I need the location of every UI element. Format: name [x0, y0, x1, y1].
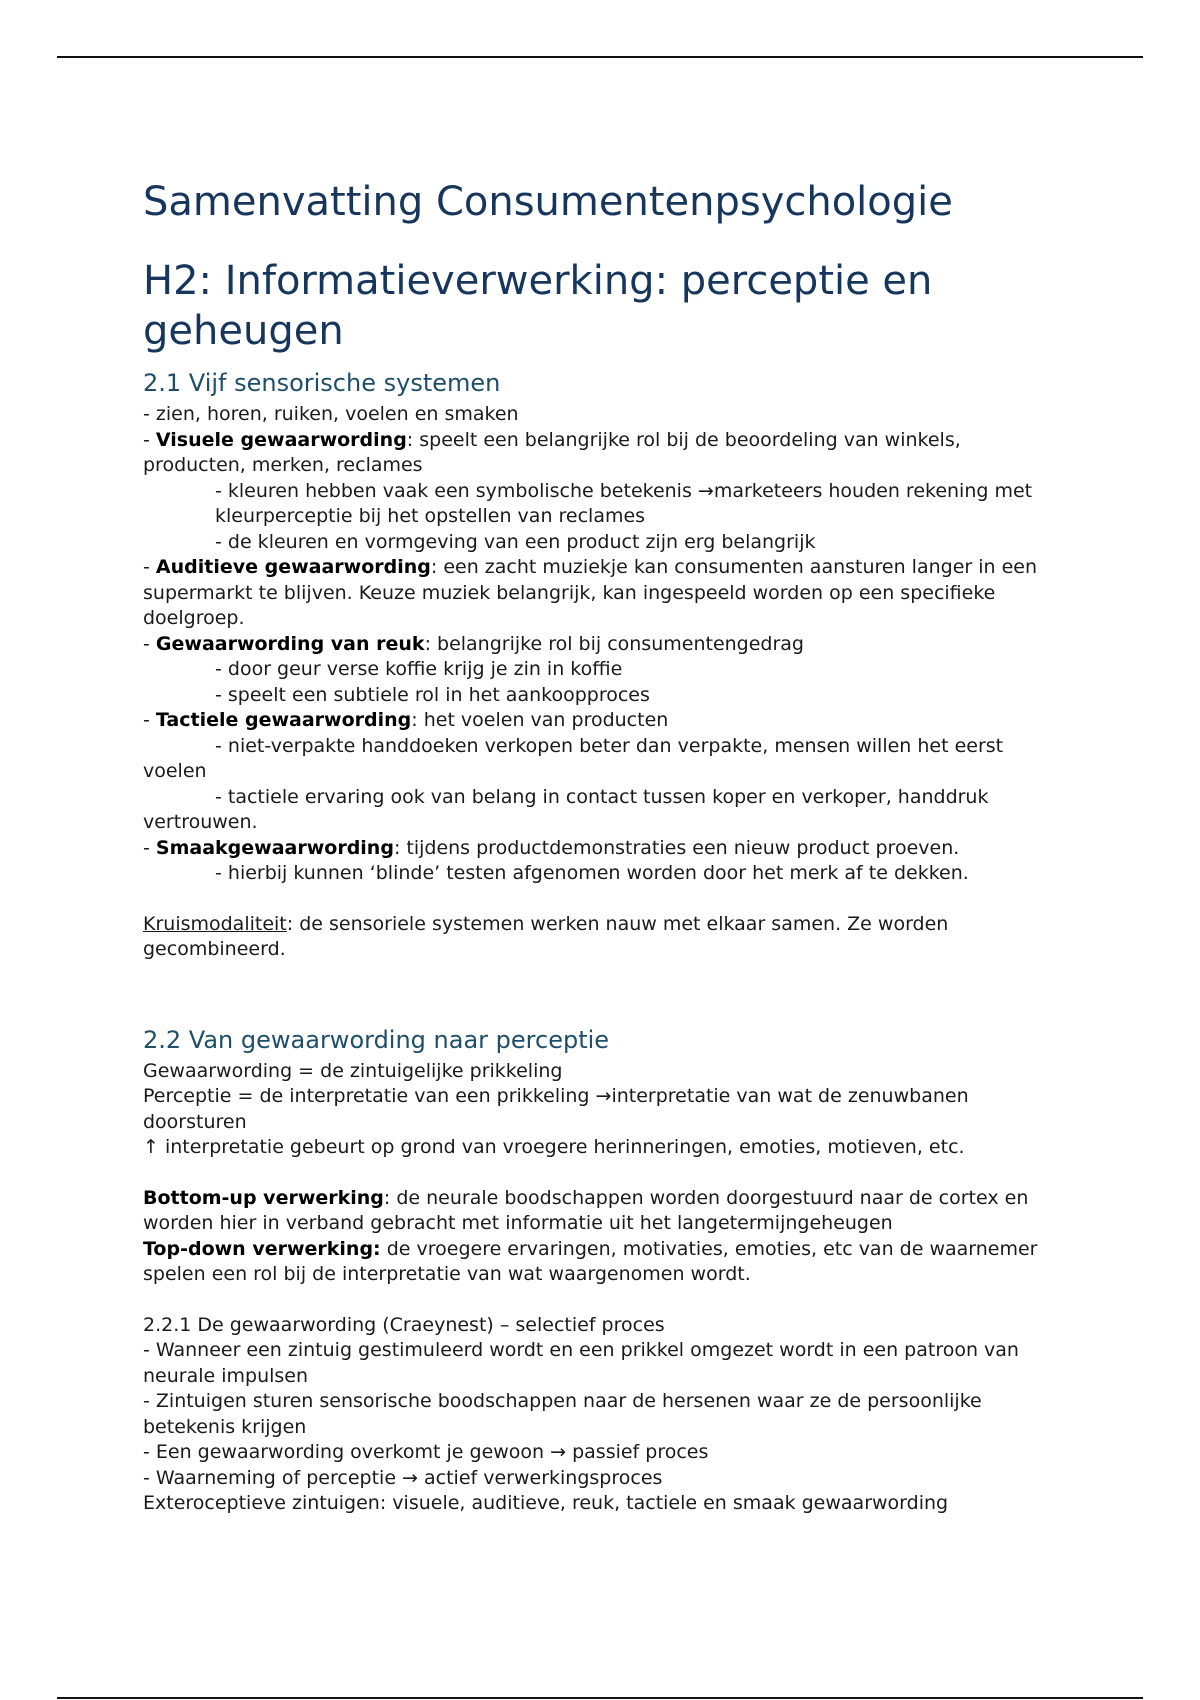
document-body	[143, 178, 1063, 1517]
paragraph: - Auditieve gewaarwording: een zacht muziekje kan consumenten aansturen langer in een supermarkt te blijven. Keuze muziek belangrijk, kan ingespeeld worden op een specifieke doelgroep.	[143, 556, 1038, 629]
sub-bullet: - door geur verse koffie krijg je zin in koffie	[215, 658, 623, 680]
section-heading-2-1: 2.1 Vijf sensorische systemen	[143, 369, 501, 397]
document-title: Samenvatting Consumentenpsychologie	[143, 179, 953, 225]
paragraph-continuation: voelen	[143, 760, 207, 782]
list-item: - Wanneer een zintuig gestimuleerd wordt en een prikkel omgezet wordt in een patroon van neurale impulsen	[143, 1339, 1019, 1387]
list-item: - Waarneming of perceptie → actief verwerkingsproces	[143, 1466, 663, 1489]
paragraph: ↑ interpretatie gebeurt op grond van vroegere herinneringen, emoties, motieven, etc.	[143, 1136, 965, 1158]
term-bold: Bottom-up verwerking	[143, 1186, 384, 1209]
paragraph: - Tactiele gewaarwording: het voelen van producten	[143, 709, 669, 731]
term-bold: Top-down verwerking:	[143, 1237, 381, 1260]
term-bold: Tactiele gewaarwording	[155, 709, 412, 731]
sub-bullet: - hierbij kunnen ‘blinde’ testen afgenomen worden door het merk af te dekken.	[215, 862, 969, 884]
sub-bullet: - speelt een subtiele rol in het aankoopproces	[215, 683, 650, 706]
section-heading-2-2: 2.2 Van gewaarwording naar perceptie	[143, 1025, 610, 1054]
paragraph: Gewaarwording = de zintuigelijke prikkeling	[143, 1059, 563, 1082]
subsection-heading-2-2-1: 2.2.1 De gewaarwording (Craeynest) – selectief proces	[143, 1313, 665, 1336]
term-bold: Auditieve gewaarwording	[155, 556, 431, 578]
paragraph: - zien, horen, ruiken, voelen en smaken	[143, 403, 519, 425]
chapter-heading: H2: Informatieverwerking: perceptie en geheugen	[143, 258, 933, 354]
page-top-rule	[57, 56, 1143, 58]
paragraph: Perceptie = de interpretatie van een prikkeling →interpretatie van wat de zenuwbanen doorsturen	[143, 1085, 969, 1133]
paragraph: Exteroceptieve zintuigen: visuele, auditieve, reuk, tactiele en smaak gewaarwording	[143, 1492, 949, 1514]
sub-bullet: - niet-verpakte handdoeken verkopen beter dan verpakte, mensen willen het eerst	[215, 734, 1004, 757]
paragraph: - Visuele gewaarwording: speelt een belangrijke rol bij de beoordeling van winkels, producten, merken, reclames	[143, 428, 961, 476]
paragraph: Top-down verwerking: de vroegere ervaringen, motivaties, emoties, etc van de waarnemer spelen een rol bij de interpretatie van wat waargenomen wordt.	[143, 1237, 1038, 1285]
list-item: - Een gewaarwording overkomt je gewoon → passief proces	[143, 1441, 709, 1463]
term-bold: Gewaarwording van reuk	[155, 632, 425, 655]
term-bold: Smaakgewaarwording	[155, 836, 394, 859]
paragraph: - Smaakgewaarwording: tijdens productdemonstraties een nieuw product proeven.	[143, 836, 960, 859]
list-item: - Zintuigen sturen sensorische boodschappen naar de hersenen waar ze de persoonlijke betekenis krijgen	[143, 1390, 982, 1438]
paragraph: - Gewaarwording van reuk: belangrijke rol bij consumentengedrag	[143, 632, 804, 655]
sub-bullet: - tactiele ervaring ook van belang in contact tussen koper en verkoper, handdruk	[215, 785, 989, 808]
page-bottom-rule	[57, 1697, 1143, 1699]
paragraph: Kruismodaliteit: de sensoriele systemen werken nauw met elkaar samen. Ze worden gecombineerd.	[143, 912, 949, 960]
paragraph-continuation: vertrouwen.	[143, 811, 258, 833]
term-underlined: Kruismodaliteit	[143, 912, 287, 935]
sub-bullet: - de kleuren en vormgeving van een product zijn erg belangrijk	[215, 530, 816, 553]
term-bold: Visuele gewaarwording	[155, 428, 407, 451]
sub-bullet: - kleuren hebben vaak een symbolische betekenis →marketeers houden rekening met kleurperceptie bij het opstellen van reclames	[215, 479, 1033, 527]
paragraph: Bottom-up verwerking: de neurale boodschappen worden doorgestuurd naar de cortex en worden hier in verband gebracht met informatie uit het langetermijngeheugen	[143, 1186, 1029, 1234]
